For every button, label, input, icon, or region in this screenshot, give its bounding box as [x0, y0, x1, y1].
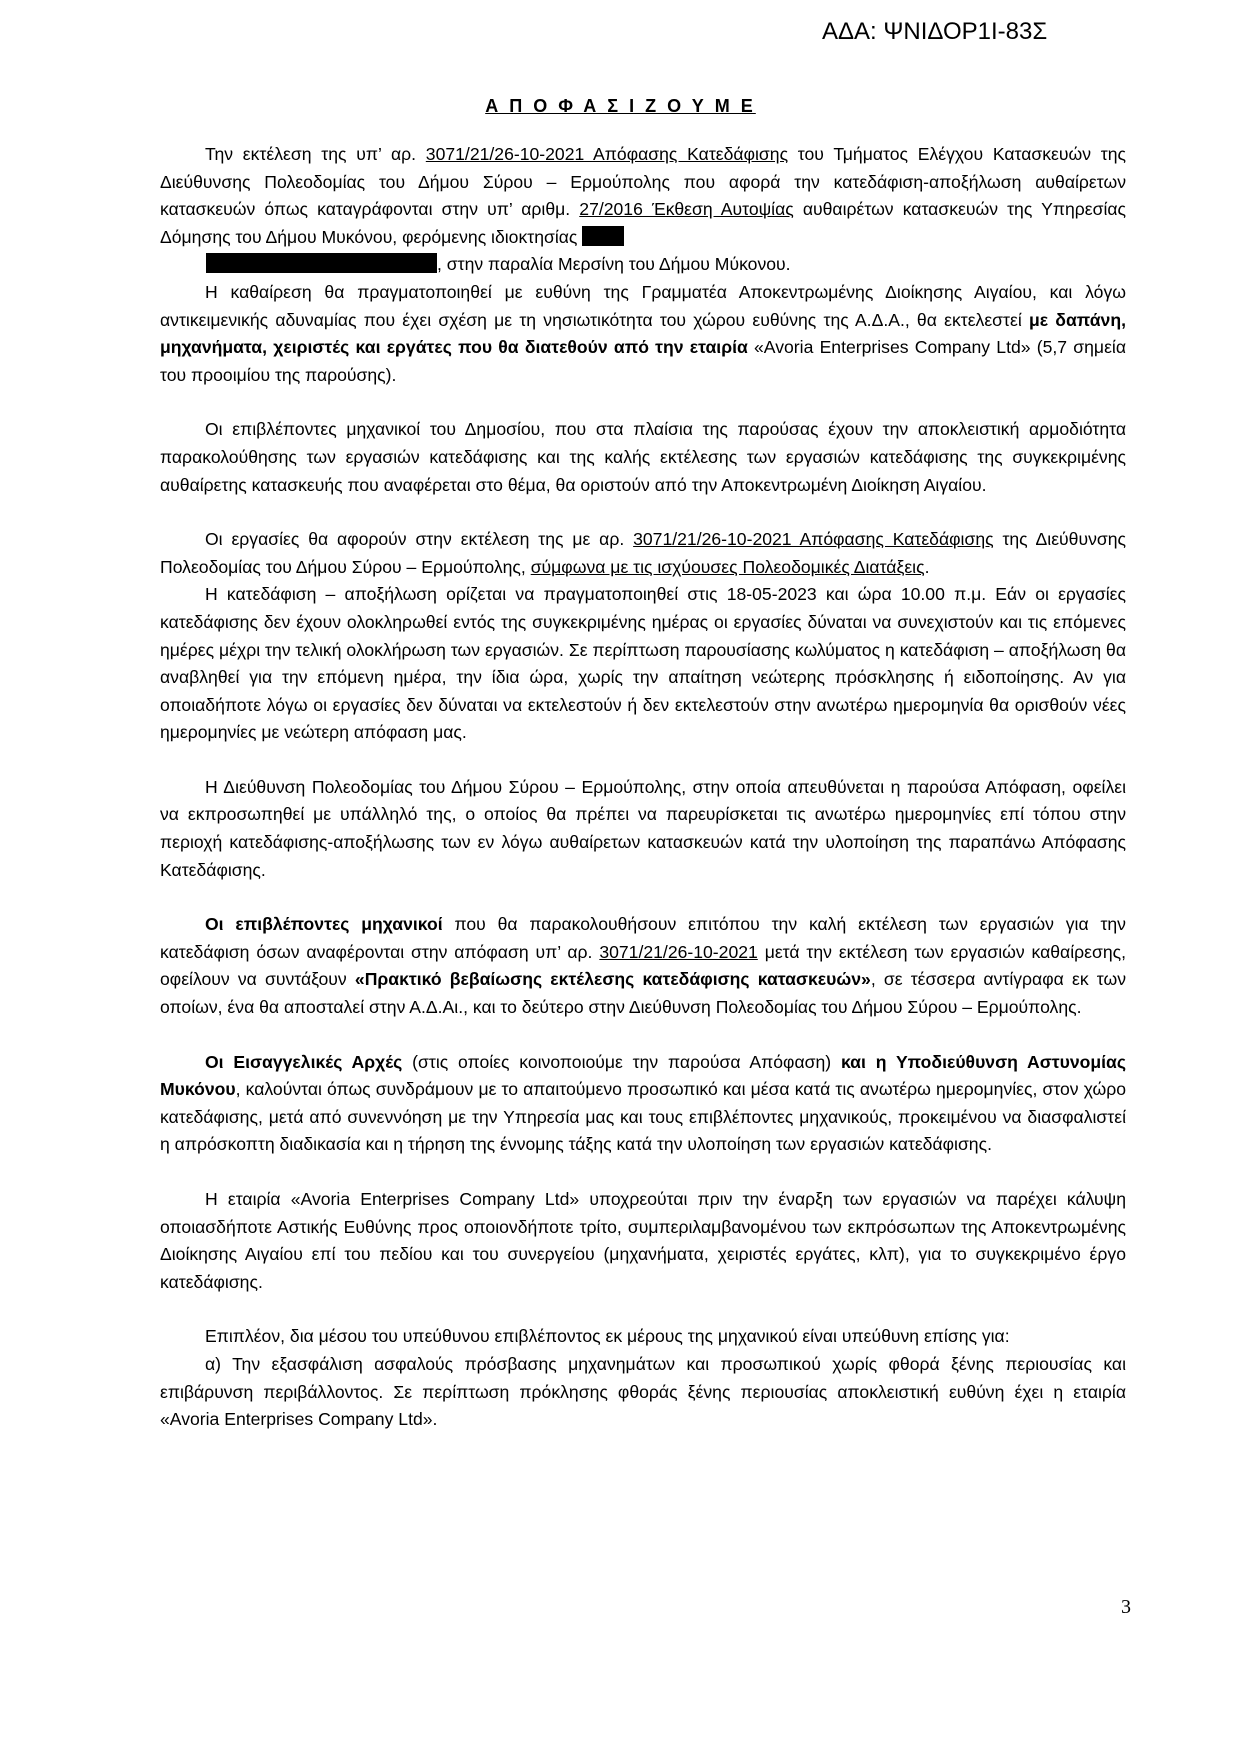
paragraph-authorities: [160, 1049, 1126, 1159]
redaction-box: [206, 253, 437, 273]
bold-text: Οι Εισαγγελικές Αρχές: [205, 1051, 403, 1072]
text: αυθαιρέτων κατασκευών της Υπηρεσίας Δόμησης του Δήμου Μυκόνου, φερόμενης ιδιοκτησίας: [160, 199, 1127, 247]
paragraph-completion-record: [160, 911, 1126, 1021]
text: , καλούνται όπως συνδράμουν με το απαιτούμενο προσωπικό και μέσα κατά τις ανωτέρω ημερομηνίες, στον χώρο κατεδάφισης, μετά από συνεννόηση με την Υπηρεσία μας και τους επιβλέποντες μηχανικούς, προκειμένου να διασφαλιστεί η απρόσκοπτη διαδικασία και η τήρηση της έννομης τάξης κατά την υλοποίηση των εργασιών κατεδάφισης.: [160, 1079, 1126, 1155]
redaction-box: [582, 226, 624, 246]
text: Την εκτέλεση της υπ’ αρ.: [205, 144, 417, 164]
paragraph-responsibility-a: α) Την εξασφάλιση ασφαλούς πρόσβασης μηχανημάτων και προσωπικού χωρίς φθορά ξένης περιουσίας και επιβάρυνση περιβάλλοντος. Σε περίπτωση πρόκλησης φθοράς ξένης περιουσίας αποκλειστική ευθύνη έχει η εταιρία «Avoria Enterprises Company Ltd».: [160, 1353, 1126, 1430]
decision-reference: 3071/21/26-10-2021 Απόφασης Κατεδάφισης: [425, 144, 789, 164]
paragraph-works: [160, 526, 1126, 581]
paragraph-liability: Η εταιρία «Avoria Enterprises Company Ltd» υποχρεούται πριν την έναρξη των εργασιών να παρέχει κάλυψη οποιασδήποτε Αστικής Ευθύνης προς οποιονδήποτε τρίτο, συμπεριλαμβανομένου των εκπρόσωπων της Αποκεντρωμένης Διοίκησης Αιγαίου επί του πεδίου και του συνεργείου (μηχανήματα, χειριστές εργάτες, κλπ), για το συγκεκριμένο έργο κατεδάφισης.: [160, 1189, 1126, 1292]
page-number: 3: [1121, 1596, 1131, 1618]
paragraph-urban-planning-directorate: Η Διεύθυνση Πολεοδομίας του Δήμου Σύρου – Ερμούπολης, στην οποία απευθύνεται η παρούσα Απόφαση, οφείλει να εκπροσωπηθεί με υπάλληλό της, ο οποίος θα πρέπει να παρευρίσκεται τις ανωτέρω ημερομηνίες επί τόπου στην περιοχή κατεδάφισης-αποξήλωσης των εν λόγω αυθαίρετων κατασκευών κατά την υλοποίηση της παραπάνω Απόφασης Κατεδάφισης.: [160, 776, 1126, 880]
text: .: [924, 556, 930, 577]
decision-reference: 3071/21/26-10-2021 Απόφασης Κατεδάφισης: [633, 529, 994, 550]
inspection-report-reference: 27/2016 Έκθεση Αυτοψίας: [579, 199, 794, 220]
ada-code: ΑΔΑ: ΨΝΙΔΟΡ1Ι-83Σ: [822, 18, 1048, 45]
bold-text: και η Υποδιεύθυνση Αστυνομίας Μυκόνου: [160, 1051, 1127, 1100]
paragraph-execution: [160, 141, 1126, 251]
decision-reference: 3071/21/26-10-2021: [599, 941, 758, 962]
text: (στις οποίες κοινοποιούμε την παρούσα Απόφαση): [412, 1051, 832, 1072]
paragraph-demolition-responsibility: [160, 279, 1126, 389]
paragraph-responsibilities-intro: Επιπλέον, δια μέσου του υπεύθυνου επιβλέποντος εκ μέρους της μηχανικού είναι υπεύθυνη επίσης για:: [205, 1326, 1010, 1347]
paragraph-supervising-engineers: Οι επιβλέποντες μηχανικοί του Δημοσίου, που στα πλαίσια της παρούσας έχουν την αποκλειστική αρμοδιότητα παρακολούθησης των εργασιών κατεδάφισης και της καλής εκτέλεσης των εργασιών κατεδάφισης της συγκεκριμένης αυθαίρετης κατασκευής που αναφέρεται στο θέμα, θα οριστούν από την Αποκεντρωμένη Διοίκηση Αιγαίου.: [160, 419, 1126, 495]
bold-text: «Πρακτικό βεβαίωσης εκτέλεσης κατεδάφισης κατασκευών»: [354, 969, 871, 990]
text: , στην παραλία Μερσίνη του Δήμου Μύκονου.: [437, 254, 791, 275]
text: Η καθαίρεση θα πραγματοποιηθεί με ευθύνη της Γραμματέα Αποκεντρωμένης Διοίκησης Αιγαίου, και λόγω αντικειμενικής αδυναμίας που έχει σχέση με τη νησιωτικότητα του χώρου ευθύνης της Α.Δ.Α., θα εκτελεστεί: [160, 281, 1126, 330]
bold-text: Οι επιβλέποντες μηχανικοί: [205, 914, 443, 935]
text: της Διεύθυνσης Πολεοδομίας του Δήμου Σύρου – Ερμούπολης,: [160, 529, 1126, 577]
text: του Τμήματος Ελέγχου Κατασκευών της Διεύθυνσης Πολεοδομίας του Δήμου Σύρου – Ερμούπολης που αφορά την κατεδάφιση-αποξήλωση αυθαίρετων κατασκευών όπως καταγράφονται στην υπ’ αριθμ.: [160, 144, 1126, 220]
paragraph-schedule: Η κατεδάφιση – αποξήλωση ορίζεται να πραγματοποιηθεί στις 18-05-2023 και ώρα 10.00 π.μ. Εάν οι εργασίες κατεδάφισης δεν έχουν ολοκληρωθεί εντός της συγκεκριμένης ημέρας οι εργασίες δύναται να συνεχιστούν και τις επόμενες ημέρες μέχρι την τελική ολοκλήρωση των εργασιών. Σε περίπτωση παρουσίασης κωλύματος η κατεδάφιση – αποξήλωση θα αναβληθεί για την επόμενη ημέρα, την ίδια ώρα, χωρίς την απαίτηση νεώτερης πρόσκλησης ή ειδοποίησης. Αν για οποιαδήποτε λόγω οι εργασίες δεν δύναται να εκτελεστούν ή δεν εκτελεστούν στην ανωτέρω ημερομηνία θα ορισθούν νέες ημερομηνίες με νεώτερη απόφαση μας.: [160, 584, 1126, 743]
decision-title: Α Π Ο Φ Α Σ Ι Ζ Ο Υ Μ Ε: [485, 96, 756, 116]
text: , σε τέσσερα αντίγραφα εκ των οποίων, ένα θα αποσταλεί στην Α.Δ.Αι., και το δεύτερο στην Διεύθυνση Πολεοδομίας του Δήμου Σύρου – Ερμούπολης.: [160, 969, 1127, 1018]
text: «Avoria Enterprises Company Ltd» (5,7 σημεία του προοιμίου της παρούσης).: [160, 337, 1126, 385]
text: Οι εργασίες θα αφορούν στην εκτέλεση της με αρ.: [205, 529, 625, 550]
line-owner: [160, 251, 1126, 279]
regulations-reference: σύμφωνα με τις ισχύουσες Πολεοδομικές Διατάξεις: [530, 556, 925, 577]
text: μετά την εκτέλεση των εργασιών καθαίρεσης, οφείλουν να συντάξουν: [160, 941, 1126, 990]
bold-text: με δαπάνη, μηχανήματα, χειριστές και εργάτες που θα διατεθούν από την εταιρία: [160, 309, 1126, 358]
text: που θα παρακολουθήσουν επιτόπου την καλή εκτέλεση των εργασιών για την κατεδάφιση όσων αναφέρονται στην απόφαση υπ’ αρ.: [160, 914, 1126, 962]
document-body: [160, 141, 1126, 1434]
